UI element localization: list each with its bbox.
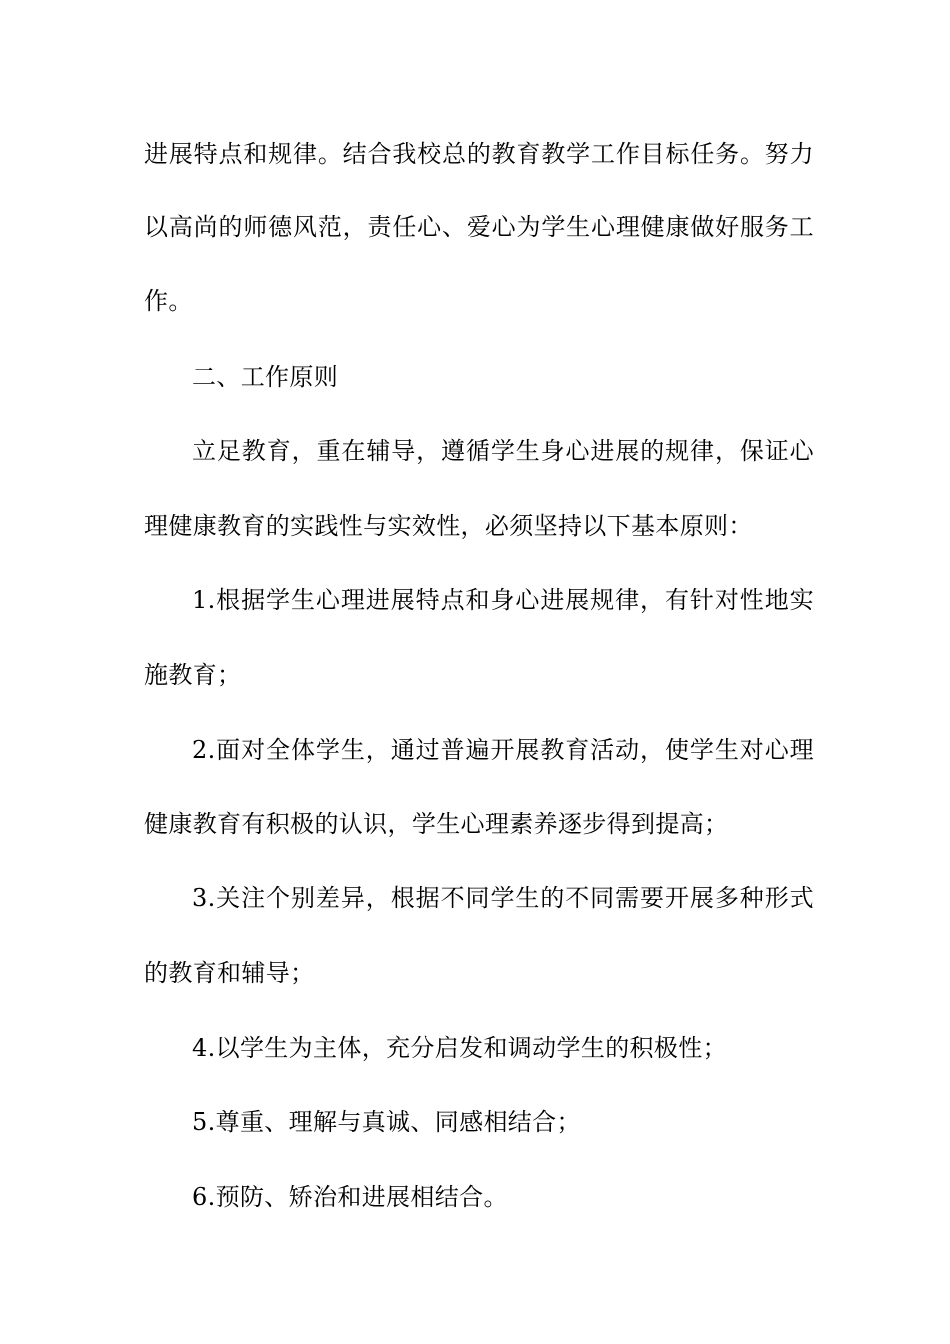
list-item-line: 6.预防、矫治和进展相结合。 (192, 1183, 508, 1211)
list-item-line: 3.关注个别差异，根据不同学生的不同需要开展多种形式 (192, 884, 814, 912)
paragraph-line: 理健康教育的实践性与实效性，必须坚持以下基本原则： (144, 512, 753, 540)
list-item-line: 施教育； (144, 661, 242, 689)
list-item-line: 1.根据学生心理进展特点和身心进展规律，有针对性地实 (192, 586, 814, 614)
list-item-line: 4.以学生为主体，充分启发和调动学生的积极性； (192, 1034, 727, 1062)
section-heading: 二、工作原则 (192, 363, 339, 391)
list-item-line: 2.面对全体学生，通过普遍开展教育活动，使学生对心理 (192, 736, 814, 764)
list-item-line: 健康教育有积极的认识，学生心理素养逐步得到提高； (144, 810, 729, 838)
paragraph-line: 立足教育，重在辅导，遵循学生身心进展的规律，保证心 (192, 437, 814, 465)
list-item-line: 5.尊重、理解与真诚、同感相结合； (192, 1108, 581, 1136)
paragraph-line: 作。 (144, 287, 193, 315)
paragraph-line: 进展特点和规律。结合我校总的教育教学工作目标任务。努力 (144, 140, 814, 168)
paragraph-line: 以高尚的师德风范，责任心、爱心为学生心理健康做好服务工 (144, 213, 814, 241)
list-item-line: 的教育和辅导； (144, 959, 315, 987)
